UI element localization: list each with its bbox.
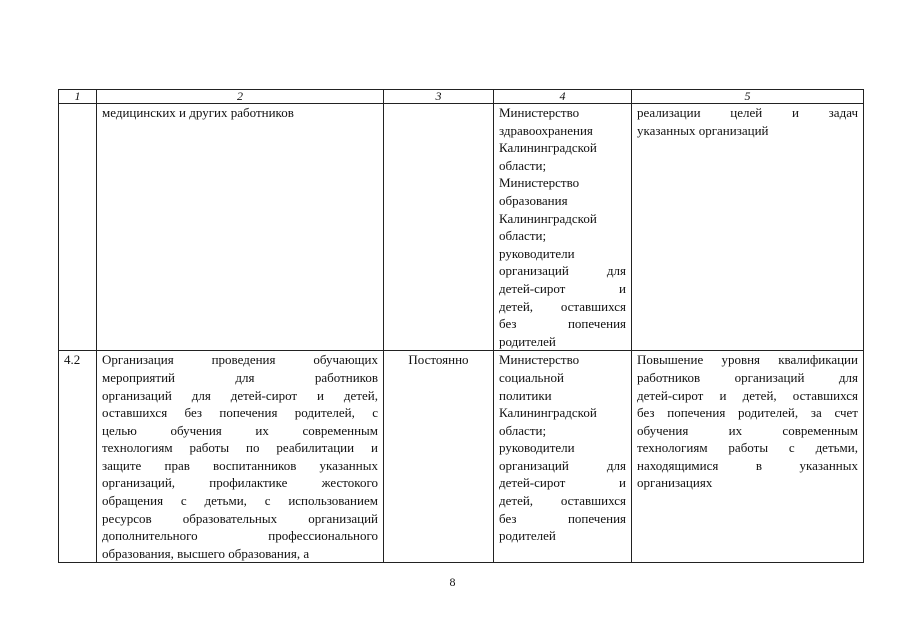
header-col-3: 3 [384, 90, 494, 104]
text-line: защите прав воспитанников указанных [102, 457, 378, 473]
text-line: организациях [637, 475, 713, 491]
header-col-4: 4 [494, 90, 632, 104]
text-line: без попечения [499, 510, 626, 526]
text-line: Калининградской [499, 210, 597, 226]
text-line: родителей [499, 333, 556, 349]
text-line: руководители [499, 440, 575, 456]
deadline-cell [384, 104, 494, 351]
text-line: ресурсов образовательных организаций [102, 510, 378, 526]
plan-table [58, 89, 864, 563]
page-number: 8 [449, 575, 456, 589]
header-col-2: 2 [97, 90, 384, 104]
text-line: реализации целей и задач [637, 105, 858, 120]
text-line: технологиям работы по реабилитации и [102, 440, 378, 456]
text-line: оставшихся без попечения родителей, с [102, 405, 378, 421]
text-line: Калининградской [499, 140, 597, 156]
text-line: образования, высшего образования, а [102, 545, 310, 561]
text-line: технологиям работы с детьми, [637, 440, 858, 456]
text-line: обращения с детьми, с использованием [102, 493, 378, 509]
text-line: детей, оставшихся [499, 493, 626, 509]
text-line: находящимися в указанных [637, 457, 858, 473]
deadline-cell: Постоянно [384, 351, 494, 563]
text-line: здравоохранения [499, 122, 593, 138]
text-line: детей-сирот и детей, оставшихся [637, 387, 858, 403]
text-line: социальной [499, 369, 564, 385]
text-line: образования [499, 192, 568, 208]
text-line: политики [499, 387, 552, 403]
text-line: целью обучения их современным [102, 422, 378, 438]
text-line: организаций для детей-сирот и детей, [102, 387, 378, 403]
row-number-cell [59, 104, 97, 351]
text-line: области; [499, 157, 547, 173]
text-line: Министерство [499, 175, 580, 191]
event-cell [97, 104, 384, 351]
text-line: организаций для [499, 457, 626, 473]
text-line: без попечения [499, 316, 626, 332]
text-line: детей-сирот и [499, 280, 626, 296]
row-number-cell: 4.2 [59, 351, 97, 563]
responsible-cell [494, 104, 632, 351]
header-col-1: 1 [59, 90, 97, 104]
text-line: Калининградской [499, 405, 597, 421]
text-line: обучения их современным [637, 422, 858, 438]
header-col-5: 5 [632, 90, 864, 104]
text-line: указанных организаций [637, 122, 769, 138]
text-line: Организация проведения обучающих [102, 352, 378, 368]
text-line: без попечения родителей, за счет [637, 405, 858, 421]
table-row-4-2 [59, 351, 864, 563]
result-cell [632, 104, 864, 351]
text-line: организаций для [499, 263, 626, 279]
text-line: руководители [499, 245, 575, 261]
text-line: организаций, профилактике жестокого [102, 475, 378, 491]
table-row-continued [59, 104, 864, 351]
text-line: Министерство [499, 105, 580, 120]
text-line: детей, оставшихся [499, 298, 626, 314]
event-cell [97, 351, 384, 563]
responsible-cell [494, 351, 632, 563]
text-line: детей-сирот и [499, 475, 626, 491]
text-line: области; [499, 422, 547, 438]
result-cell [632, 351, 864, 563]
text-line: работников организаций для [637, 369, 858, 385]
text-line: мероприятий для работников [102, 369, 378, 385]
text-line: дополнительного профессионального [102, 528, 378, 544]
header-row [59, 90, 864, 104]
text-line: Повышение уровня квалификации [637, 352, 858, 368]
text-line: родителей [499, 528, 556, 544]
text-line: Министерство [499, 352, 580, 368]
text-line: медицинских и других работников [102, 105, 294, 120]
text-line: области; [499, 228, 547, 244]
